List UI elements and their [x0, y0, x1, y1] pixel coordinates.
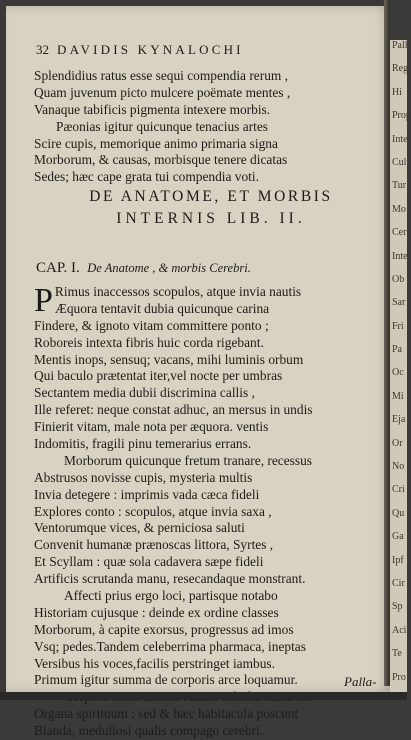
verse-line: Sectantem media dubii discrimina callis ,: [34, 385, 255, 401]
verse-line: Organa spirituum : sed & hæc habitacula poscunt: [34, 706, 299, 722]
verse-line: Findere, & ignoto vitam committere ponto ;: [34, 317, 269, 333]
facing-page-fragment: Te: [392, 648, 402, 660]
facing-page-fragment: Qu: [392, 507, 405, 519]
facing-page-fragment: Ipf: [392, 554, 404, 566]
facing-page-fragment: Pro: [392, 671, 406, 683]
verse-line: Indomitis, fragili pinu temerarius errans.: [34, 436, 252, 452]
facing-page-fragment: Inte: [392, 133, 408, 145]
verse-line: Vanaque tabificis pigmenta intexere morbis.: [34, 101, 271, 117]
verse-line: Roboreis intexta fibris huic corda rigebant.: [34, 334, 264, 350]
verse-line: Sedes; hæc cape grata tui compendia voti.: [34, 169, 259, 185]
verse-line: Æquora tentavit dubia quicunque carina: [54, 300, 270, 316]
book-title-line-1: DE ANATOME, ET MORBIS: [89, 188, 333, 205]
facing-page-fragment: Ob: [392, 273, 405, 285]
facing-page-edge: [390, 40, 411, 692]
chapter-number: CAP. I.: [36, 260, 80, 276]
book-title-line-2: INTERNIS LIB. II.: [116, 210, 306, 227]
verse-line: Finierit vitam, male nota per æquora. ventis: [34, 419, 269, 435]
verse-line: Invia detegere : imprimis vada cæca fideli: [34, 486, 260, 502]
verse-line: Splendidius ratus esse sequi compendia rerum ,: [34, 68, 288, 83]
facing-page-fragment: Hi: [392, 86, 402, 98]
verse-line: Primum igitur summa de corporis arce loquamur.: [34, 672, 298, 688]
verse-line: Qui baculo prætentat iter,vel nocte per umbras: [34, 368, 283, 384]
facing-page-fragment: Pall: [392, 40, 408, 51]
catchword: Palla-: [344, 674, 377, 689]
verse-block-top: [34, 68, 384, 186]
facing-page-fragment: Cul: [392, 156, 407, 168]
facing-page-fragment: Cer: [392, 227, 407, 239]
verse-line: Convenit humanæ prænoscas littora, Syrtes ,: [34, 537, 274, 553]
facing-page-fragment: Fri: [392, 320, 404, 332]
facing-page-fragment: Oc: [392, 367, 404, 379]
facing-page-fragment: Mo: [392, 203, 406, 215]
facing-page-fragment: Reg: [392, 63, 409, 75]
book-page: [6, 6, 390, 739]
running-title: DAVIDIS KYNALOCHI: [57, 42, 244, 57]
facing-page-fragment: Mi: [392, 390, 404, 402]
verse-lines: [34, 318, 384, 740]
verse-line: Rimus inaccessos scopulos, atque invia nautis: [54, 284, 302, 299]
chapter-subtitle: De Anatome , & morbis Cerebri.: [87, 261, 251, 275]
facing-page-fragment: Cir: [392, 577, 405, 589]
bottom-shadow: [0, 692, 407, 700]
facing-page-fragment: No: [392, 461, 405, 473]
verse-line: Pæonias igitur quicunque tenacius artes: [56, 118, 268, 134]
verse-line: Blanda, medullosi qualis compago cerebri.: [34, 723, 264, 739]
verse-line: Quam juvenum picto mulcere poëmate mentes ,: [34, 84, 291, 100]
verse-line: Explores conto : scopulos, atque invia saxa ,: [34, 503, 272, 519]
verse-line: Artificis scrutanda manu, resecandaque monstrant.: [34, 571, 306, 587]
facing-page-fragment: Aci: [392, 624, 407, 636]
facing-page-fragment: Sp: [392, 601, 403, 613]
verse-line: Morborum quicunque fretum tranare, recessus: [64, 452, 313, 468]
drop-capital: P: [34, 282, 53, 319]
verse-line: Historiam cujusque : deinde ex ordine classes: [34, 604, 279, 620]
facing-page-fragment: Inte: [392, 250, 408, 262]
verse-line: Morborum, & causas, morbisque tenere dicatas: [34, 152, 288, 168]
facing-page-fragment: Tur: [392, 180, 407, 192]
facing-page-fragment: Prop: [392, 110, 411, 122]
page-number: 32: [36, 42, 49, 57]
facing-page-fragment: Pa: [392, 344, 402, 356]
verse-line: Vsq; pedes.Tandem celeberrima pharmaca, ineptas: [34, 638, 306, 654]
verse-block-main: [34, 284, 384, 740]
verse-line: Mentis inops, sensuq; vacans, mihi luminis orbum: [34, 351, 304, 367]
facing-page-fragment: Ga: [392, 531, 404, 543]
verse-line: Scire cupis, memorique animo primaria signa: [34, 135, 278, 151]
verse-line: Morborum, à capite exorsus, progressus ad imos: [34, 621, 294, 637]
verse-line: Affecti prius ergo loci, partisque notabo: [64, 588, 278, 604]
verse-line: Abstrusos novisse cupis, mysteria multis: [34, 469, 253, 485]
facing-page-fragment: Or: [392, 437, 403, 449]
verse-line: Versibus his voces,facilis perstringet iambus.: [34, 655, 275, 671]
verse-line: Ventorumque vices, & perniciosa saluti: [34, 520, 245, 536]
facing-page-fragment: Sar: [392, 297, 406, 309]
facing-page-fragment: Cri: [392, 484, 405, 496]
verse-line: Et Scyllam : quæ sola cadavera sæpe fideli: [34, 554, 264, 570]
chapter-heading: [36, 260, 386, 277]
facing-page-fragment: Eja: [392, 414, 406, 426]
running-header: [36, 42, 386, 62]
verse-line: Ille referet: neque constat adhuc, an mersus in undis: [34, 402, 313, 418]
